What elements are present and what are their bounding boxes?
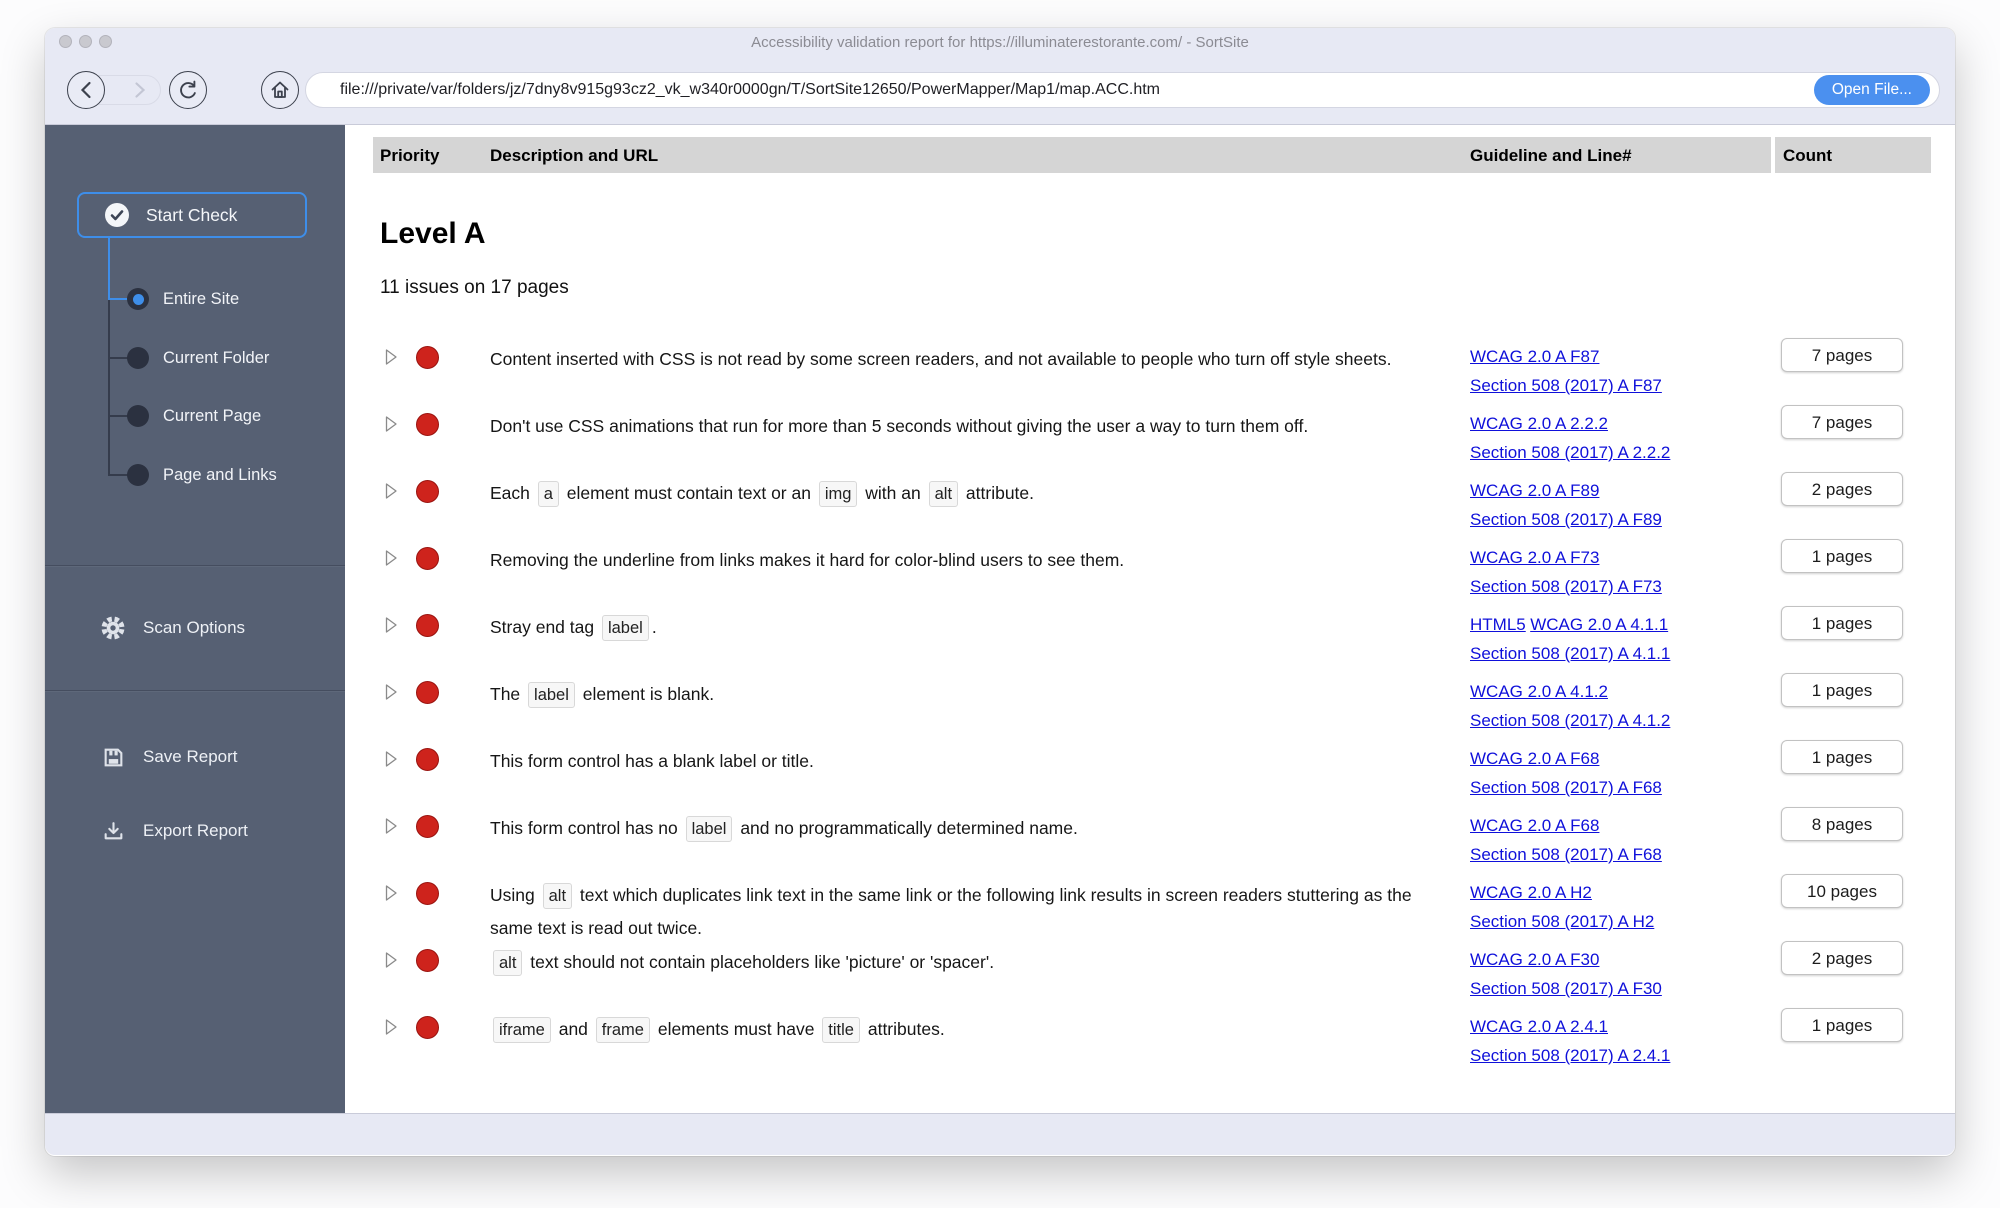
guideline-link[interactable]: WCAG 2.0 A 4.1.2 xyxy=(1470,682,1608,701)
code-token: title xyxy=(822,1017,860,1043)
disclosure-triangle-icon[interactable] xyxy=(385,683,398,706)
page-count[interactable]: 1 pages xyxy=(1781,539,1903,573)
issue-description: The label element is blank. xyxy=(490,678,1458,711)
code-token: img xyxy=(819,481,858,507)
issue-row xyxy=(345,879,1955,946)
guideline-link[interactable]: WCAG 2.0 A F87 xyxy=(1470,347,1600,366)
chevron-left-icon xyxy=(79,80,93,100)
disclosure-triangle-icon[interactable] xyxy=(385,750,398,773)
titlebar xyxy=(45,28,1955,55)
disclosure-triangle-icon[interactable] xyxy=(385,549,398,572)
issues-summary: 11 issues on 17 pages xyxy=(380,277,569,298)
guideline-link[interactable]: Section 508 (2017) A 2.4.1 xyxy=(1470,1046,1671,1065)
guideline-link[interactable]: Section 508 (2017) A F68 xyxy=(1470,778,1662,797)
disclosure-triangle-icon[interactable] xyxy=(385,415,398,438)
gear-icon xyxy=(100,615,126,641)
guideline-links xyxy=(1470,1013,1775,1071)
guideline-link[interactable]: WCAG 2.0 A 2.2.2 xyxy=(1470,414,1608,433)
page-count[interactable]: 1 pages xyxy=(1781,1008,1903,1042)
page-count[interactable]: 2 pages xyxy=(1781,941,1903,975)
page-count[interactable]: 7 pages xyxy=(1781,338,1903,372)
guideline-link[interactable]: Section 508 (2017) A 4.1.2 xyxy=(1470,711,1671,730)
issue-row xyxy=(345,946,1955,1013)
disclosure-triangle-icon[interactable] xyxy=(385,616,398,639)
code-token: a xyxy=(538,481,559,507)
code-token: alt xyxy=(543,883,572,909)
guideline-link[interactable]: Section 508 (2017) A F30 xyxy=(1470,979,1662,998)
issue-row xyxy=(345,745,1955,812)
disclosure-triangle-icon[interactable] xyxy=(385,348,398,371)
export-report-button[interactable]: Export Report xyxy=(45,818,345,844)
page-count[interactable]: 1 pages xyxy=(1781,673,1903,707)
save-icon xyxy=(100,744,126,770)
report-content xyxy=(345,125,1955,1113)
code-token: label xyxy=(528,682,575,708)
priority-red-dot-icon xyxy=(416,614,439,637)
radio-icon xyxy=(127,405,149,427)
browser-toolbar xyxy=(45,55,1955,125)
code-token: alt xyxy=(493,950,522,976)
scan-options-button[interactable]: Scan Options xyxy=(45,615,345,641)
code-token: iframe xyxy=(493,1017,551,1043)
window-title: Accessibility validation report for https://illuminaterestorante.com/ - SortSite xyxy=(751,34,1249,51)
priority-red-dot-icon xyxy=(416,949,439,972)
save-report-button[interactable]: Save Report xyxy=(45,744,345,770)
guideline-link[interactable]: WCAG 2.0 A 4.1.1 xyxy=(1530,615,1669,634)
guideline-link[interactable]: Section 508 (2017) A F68 xyxy=(1470,845,1662,864)
code-token: label xyxy=(686,816,733,842)
refresh-icon xyxy=(176,78,200,102)
issue-description: This form control has a blank label or title. xyxy=(490,751,814,771)
open-file-button[interactable]: Open File... xyxy=(1814,75,1930,105)
count-cell xyxy=(1781,740,1903,774)
issue-description: Removing the underline from links makes it hard for color-blind users to see them. xyxy=(490,550,1125,570)
issue-description: iframe and frame elements must have title attributes. xyxy=(490,1013,1458,1046)
guideline-link[interactable]: Section 508 (2017) A F89 xyxy=(1470,510,1662,529)
guideline-link[interactable]: HTML5 xyxy=(1470,615,1526,634)
code-token: label xyxy=(602,615,649,641)
priority-red-dot-icon xyxy=(416,748,439,771)
issue-description: Content inserted with CSS is not read by some screen readers, and not available to people who turn off style sheets. xyxy=(490,349,1392,369)
issue-row xyxy=(345,544,1955,611)
disclosure-triangle-icon[interactable] xyxy=(385,482,398,505)
chevron-right-icon xyxy=(134,81,146,99)
back-button[interactable] xyxy=(67,71,105,109)
priority-red-dot-icon xyxy=(416,547,439,570)
count-cell xyxy=(1781,673,1903,707)
count-cell xyxy=(1781,1008,1903,1042)
sidebar-node-page-and-links[interactable]: Page and Links xyxy=(45,464,345,486)
url-bar[interactable] xyxy=(305,72,1940,108)
priority-red-dot-icon xyxy=(416,815,439,838)
code-token: alt xyxy=(929,481,958,507)
code-token: frame xyxy=(596,1017,650,1043)
app-window xyxy=(45,28,1955,1156)
check-circle-icon xyxy=(105,203,129,227)
guideline-links xyxy=(1470,343,1775,401)
count-cell xyxy=(1781,941,1903,975)
section-title: Level A xyxy=(380,217,486,250)
issue-description: Don't use CSS animations that run for more than 5 seconds without giving the user a way to turn them off. xyxy=(490,416,1309,436)
disclosure-triangle-icon[interactable] xyxy=(385,884,398,907)
divider xyxy=(45,565,345,566)
guideline-links xyxy=(1470,544,1775,602)
start-check-button[interactable] xyxy=(77,192,307,238)
guideline-link[interactable]: Section 508 (2017) A F87 xyxy=(1470,376,1662,395)
issue-description: alt text should not contain placeholders like 'picture' or 'spacer'. xyxy=(490,946,1458,979)
guideline-link[interactable]: Section 508 (2017) A H2 xyxy=(1470,912,1655,931)
issue-row xyxy=(345,678,1955,745)
radio-icon xyxy=(127,347,149,369)
guideline-link[interactable]: WCAG 2.0 A F68 xyxy=(1470,749,1600,768)
column-header-priority: Priority xyxy=(380,146,440,165)
guideline-links xyxy=(1470,812,1775,870)
priority-red-dot-icon xyxy=(416,1016,439,1039)
count-cell xyxy=(1781,472,1903,506)
page-count[interactable]: 2 pages xyxy=(1781,472,1903,506)
guideline-link[interactable]: WCAG 2.0 A F89 xyxy=(1470,481,1600,500)
page-count[interactable]: 7 pages xyxy=(1781,405,1903,439)
issue-row xyxy=(345,477,1955,544)
disclosure-triangle-icon[interactable] xyxy=(385,1018,398,1041)
issue-row xyxy=(345,1013,1955,1080)
disclosure-triangle-icon[interactable] xyxy=(385,817,398,840)
home-icon xyxy=(268,78,292,102)
guideline-link[interactable]: Section 508 (2017) A 2.2.2 xyxy=(1470,443,1671,462)
issue-description: Using alt text which duplicates link text in the same link or the following link results in screen readers stuttering as the same text is read out twice. xyxy=(490,885,1412,938)
disclosure-triangle-icon[interactable] xyxy=(385,951,398,974)
guideline-link[interactable]: WCAG 2.0 A 2.4.1 xyxy=(1470,1017,1608,1036)
issue-row xyxy=(345,343,1955,410)
issue-description: Each a element must contain text or an img with an alt attribute. xyxy=(490,477,1458,510)
column-header-count: Count xyxy=(1783,146,1833,165)
column-header-description: Description and URL xyxy=(490,146,659,165)
radio-selected-icon xyxy=(127,288,149,310)
guideline-links xyxy=(1470,678,1775,736)
radio-icon xyxy=(127,464,149,486)
priority-red-dot-icon xyxy=(416,882,439,905)
sidebar xyxy=(45,125,345,1113)
page-count[interactable]: 8 pages xyxy=(1781,807,1903,841)
issue-row xyxy=(345,410,1955,477)
start-check-label: Start Check xyxy=(146,204,238,225)
sidebar-node-current-folder[interactable]: Current Folder xyxy=(45,347,345,369)
sidebar-node-entire-site[interactable]: Entire Site xyxy=(45,288,345,310)
issues-list xyxy=(345,343,1955,1080)
page-count[interactable]: 1 pages xyxy=(1781,606,1903,640)
count-cell xyxy=(1781,539,1903,573)
home-button[interactable] xyxy=(261,71,299,109)
column-header-guideline: Guideline and Line# xyxy=(1470,146,1632,165)
guideline-link[interactable]: WCAG 2.0 A F30 xyxy=(1470,950,1600,969)
guideline-links xyxy=(1470,879,1775,937)
url-text: file:///private/var/folders/jz/7dny8v915g93cz2_vk_w340r0000gn/T/SortSite12650/PowerMapper/Map1/map.ACC.htm xyxy=(340,81,1160,98)
issue-row xyxy=(345,611,1955,678)
priority-red-dot-icon xyxy=(416,413,439,436)
priority-red-dot-icon xyxy=(416,346,439,369)
guideline-link[interactable]: Section 508 (2017) A 4.1.1 xyxy=(1470,644,1671,663)
count-cell xyxy=(1781,807,1903,841)
guideline-link[interactable]: Section 508 (2017) A F73 xyxy=(1470,577,1662,596)
divider xyxy=(45,690,345,691)
count-cell xyxy=(1781,606,1903,640)
sidebar-node-current-page[interactable]: Current Page xyxy=(45,405,345,427)
count-cell xyxy=(1781,874,1903,908)
priority-red-dot-icon xyxy=(416,480,439,503)
guideline-links xyxy=(1470,477,1775,535)
issue-description: This form control has no label and no programmatically determined name. xyxy=(490,812,1458,845)
count-cell xyxy=(1781,405,1903,439)
guideline-links xyxy=(1470,410,1775,468)
tree-connector xyxy=(108,299,110,475)
count-cell xyxy=(1781,338,1903,372)
guideline-links xyxy=(1470,611,1775,669)
guideline-link[interactable]: WCAG 2.0 A F68 xyxy=(1470,816,1600,835)
page-count[interactable]: 1 pages xyxy=(1781,740,1903,774)
guideline-link[interactable]: WCAG 2.0 A H2 xyxy=(1470,883,1592,902)
refresh-button[interactable] xyxy=(169,71,207,109)
guideline-link[interactable]: WCAG 2.0 A F73 xyxy=(1470,548,1600,567)
issue-row xyxy=(345,812,1955,879)
export-icon xyxy=(100,818,126,844)
priority-red-dot-icon xyxy=(416,681,439,704)
page-count[interactable]: 10 pages xyxy=(1781,874,1903,908)
window-footer xyxy=(45,1113,1955,1155)
issue-description: Stray end tag label . xyxy=(490,611,1458,644)
guideline-links xyxy=(1470,745,1775,803)
guideline-links xyxy=(1470,946,1775,1004)
